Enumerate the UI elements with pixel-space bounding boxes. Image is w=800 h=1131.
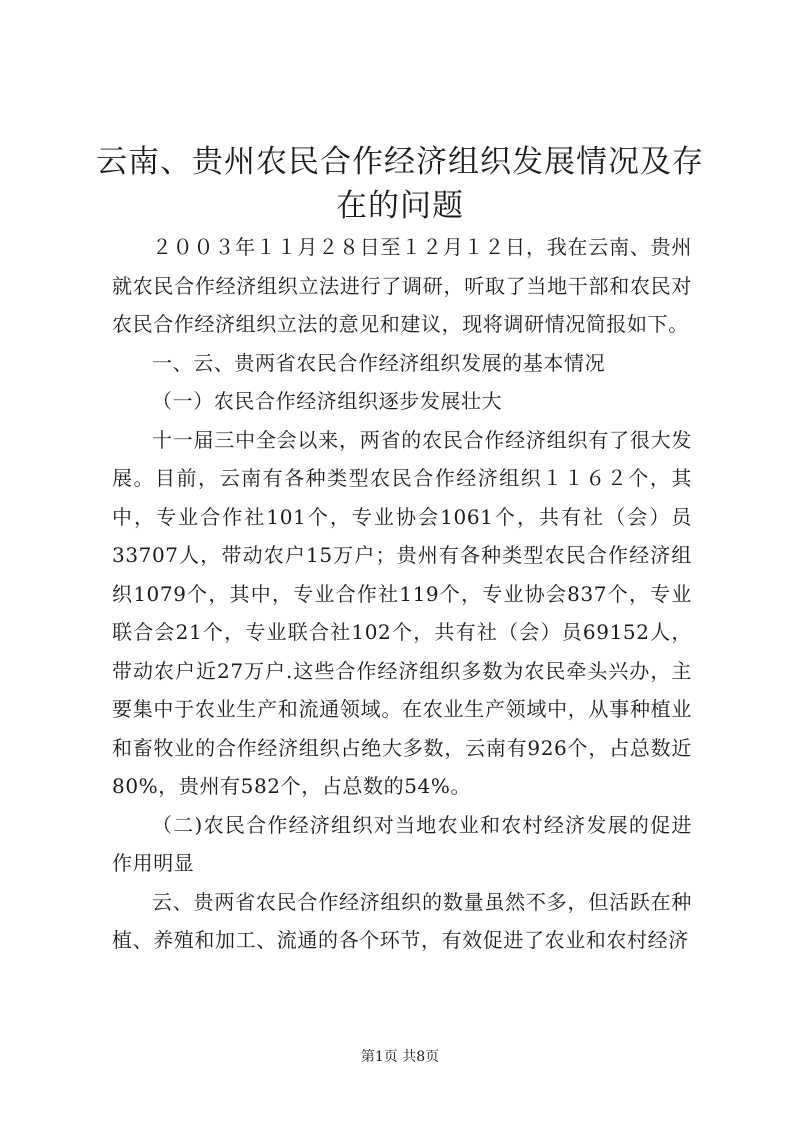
subsection-heading-2: （二)农民合作经济组织对当地农业和农村经济发展的促进作用明显 [112, 812, 692, 875]
subsection-heading-1: （一）农民合作经济组织逐步发展壮大 [152, 389, 503, 413]
page-number-footer: 第1页 共8页 [360, 1049, 440, 1065]
paragraph-statistics: 十一届三中全会以来，两省的农民合作经济组织有了很大发展。目前，云南有各种类型农民合作经济组织１１６２个，其中，专业合作社101个，专业协会1061个，共有社（会）员33707人，带动农户15万户；贵州有各种类型农民合作经济组织1079个，其中，专业合作社119个，专业协会837个，专业联合会21个，专业联合社102个，共有社（会）员69152人，带动农户近27万户.这些合作经济组织多数为农民牵头兴办，主要集中于农业生产和流通领域。在农业生产领域中，从事种植业和畜牧业的合作经济组织占绝大多数，云南有926个，占总数近80%，贵州有582个，占总数的54%。 [112, 427, 692, 798]
paragraph-effects: 云、贵两省农民合作经济组织的数量虽然不多，但活跃在种植、养殖和加工、流通的各个环节，有效促进了农业和农村经济 [112, 889, 692, 952]
section-heading-1: 一、云、贵两省农民合作经济组织发展的基本情况 [152, 350, 606, 375]
document-body [112, 228, 692, 960]
document-title: 云南、贵州农民合作经济组织发展情况及存在的问题 [96, 144, 704, 224]
paragraph-intro: ２００３年１１月２８日至１２月１２日，我在云南、贵州就农民合作经济组织立法进行了调研，听取了当地干部和农民对农民合作经济组织立法的意见和建议，现将调研情况简报如下。 [112, 235, 692, 336]
